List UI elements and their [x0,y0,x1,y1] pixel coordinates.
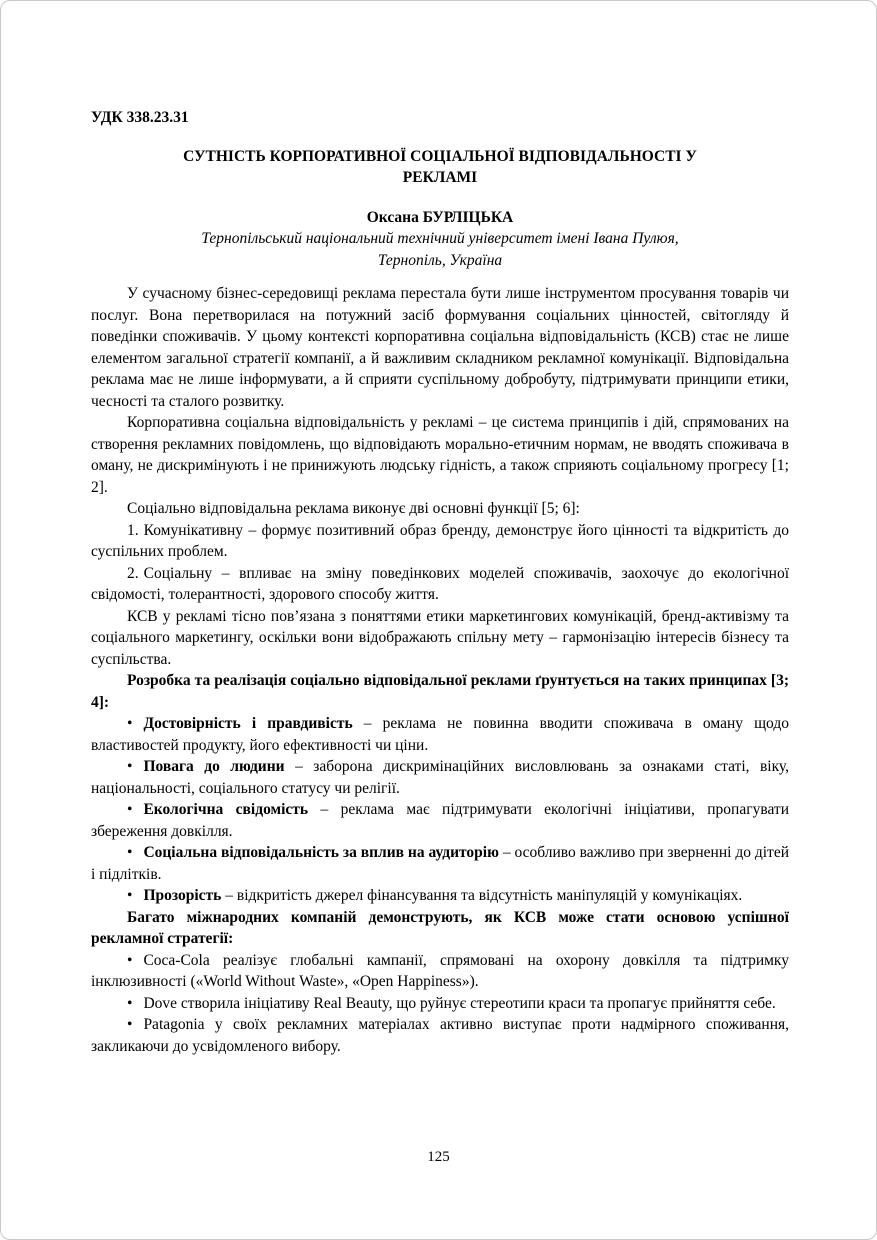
paragraph-text: КСВ у рекламі тісно пов’язана з поняттями етики маркетингових комунікацій, бренд-активізму та соціального маркетингу, оскільки вони відображають спільну мету – гармонізацію інтересів бізнесу та суспільства. [91,607,789,668]
paragraph-text: Patagonia у своїх рекламних матеріалах активно виступає проти надмірного споживання, закликаючи до усвідомленого вибору. [91,1016,789,1055]
body-paragraph [91,498,789,520]
bullet-marker-icon: • [127,887,133,904]
bullet-item [91,885,789,907]
udc-code: УДК 338.23.31 [91,109,189,126]
paragraph-text: Комунікативну – формує позитивний образ бренду, демонструє його цінності та відкритість до суспільних проблем. [91,521,789,560]
bullet-marker-icon: • [127,801,133,818]
paragraph-text: У сучасному бізнес-середовищі реклама перестала бути лише інструментом просування товарів чи послуг. Вона перетворилася на потужний засіб формування соціальних цінностей, світогляду й поведінки споживачів. У цьому контексті корпоративна соціальна відповідальність (КСВ) стає не лише елементом загальної стратегії компанії, а й важливим складником рекламної комунікації. Відповідальна реклама має не лише інформувати, а й сприяти суспільному добробуту, підтримувати принципи етики, чесності та сталого розвитку. [91,285,789,410]
bullet-marker-icon: • [127,844,133,861]
bullet-item [91,756,789,799]
principle-term: Повага до людини [143,758,285,775]
paragraph-text: Dove створила ініціативу Real Beauty, що руйнує стереотипи краси та пропагує прийняття себе. [143,994,776,1012]
paragraph-text: Багато міжнародних компаній демонструють, як КСВ може стати основою успішної рекламної стратегії: [91,908,789,947]
numbered-item [91,520,789,563]
bullet-item [91,993,789,1015]
body-paragraph [91,283,789,412]
body-paragraph [91,907,789,950]
bullet-item [91,713,789,756]
paragraph-text: Coca-Cola реалізує глобальні кампанії, спрямовані на охорону довкілля та підтримку інклюзивності («World Without Waste», «Open Happiness»). [91,951,789,990]
paragraph-text: Розробка та реалізація соціально відповідальної реклами ґрунтується на таких принципах [3; 4]: [91,672,789,711]
bullet-item [91,950,789,993]
list-number: 1. [127,521,139,539]
article-title-line1: СУТНІСТЬ КОРПОРАТИВНОЇ СОЦІАЛЬНОЇ ВІДПОВІДАЛЬНОСТІ У [183,147,697,165]
paragraph-text: Соціальну – впливає на зміну поведінкових моделей споживачів, заохочує до екологічної свідомості, толерантності, здорового способу життя. [91,564,789,603]
paragraph-text: – реклама не повинна вводити споживача в оману щодо властивостей продукту, його ефективності чи ціни. [91,715,789,754]
article-title [91,146,789,189]
bullet-item [91,799,789,842]
author-name: Оксана БУРЛІЦЬКА [366,208,514,226]
bullet-marker-icon: • [127,1016,133,1033]
principle-term: Екологічна свідомість [143,801,309,818]
numbered-item [91,563,789,606]
bullet-marker-icon: • [127,951,133,969]
body-paragraph [91,412,789,498]
body-paragraph [91,606,789,671]
paragraph-text: Соціально відповідальна реклама виконує дві основні функції [5; 6]: [127,500,580,517]
body-paragraph [91,670,789,713]
page-number: 125 [427,1149,450,1165]
principle-term: Достовірність і правдивість [143,715,353,732]
bullet-marker-icon: • [127,715,133,732]
bullet-marker-icon: • [127,994,133,1012]
affiliation-line2: Тернопіль, Україна [377,251,503,269]
paragraph-text: – реклама має підтримувати екологічні ініціативи, пропагувати збереження довкілля. [91,801,789,840]
article-body [91,283,789,1057]
bullet-marker-icon: • [127,758,133,775]
paragraph-text: – заборона дискримінаційних висловлювань за ознаками статі, віку, національності, соціального статусу чи релігії. [91,758,789,797]
principle-term: Соціальна відповідальність за вплив на аудиторію [143,844,499,861]
article-title-line2: РЕКЛАМІ [402,169,478,186]
bullet-item [91,1014,789,1057]
bullet-item [91,842,789,885]
paragraph-text: Корпоративна соціальна відповідальність у рекламі – це система принципів і дій, спрямованих на створення рекламних повідомлень, що відповідають морально-етичним нормам, не вводять споживача в оману, не дискримінують і не принижують людську гідність, а також сприяють соціальному прогресу [1; 2]. [91,414,789,496]
principle-term: Прозорість [143,887,222,904]
list-number: 2. [127,564,139,582]
paragraph-text: – відкритість джерел фінансування та відсутність маніпуляцій у комунікаціях. [221,887,743,904]
page-content [1,1,876,1057]
paragraph-text: – особливо важливо при зверненні до дітей і підлітків. [91,844,789,883]
affiliation-line1: Тернопільський національний технічний університет імені Івана Пулюя, [201,230,679,247]
